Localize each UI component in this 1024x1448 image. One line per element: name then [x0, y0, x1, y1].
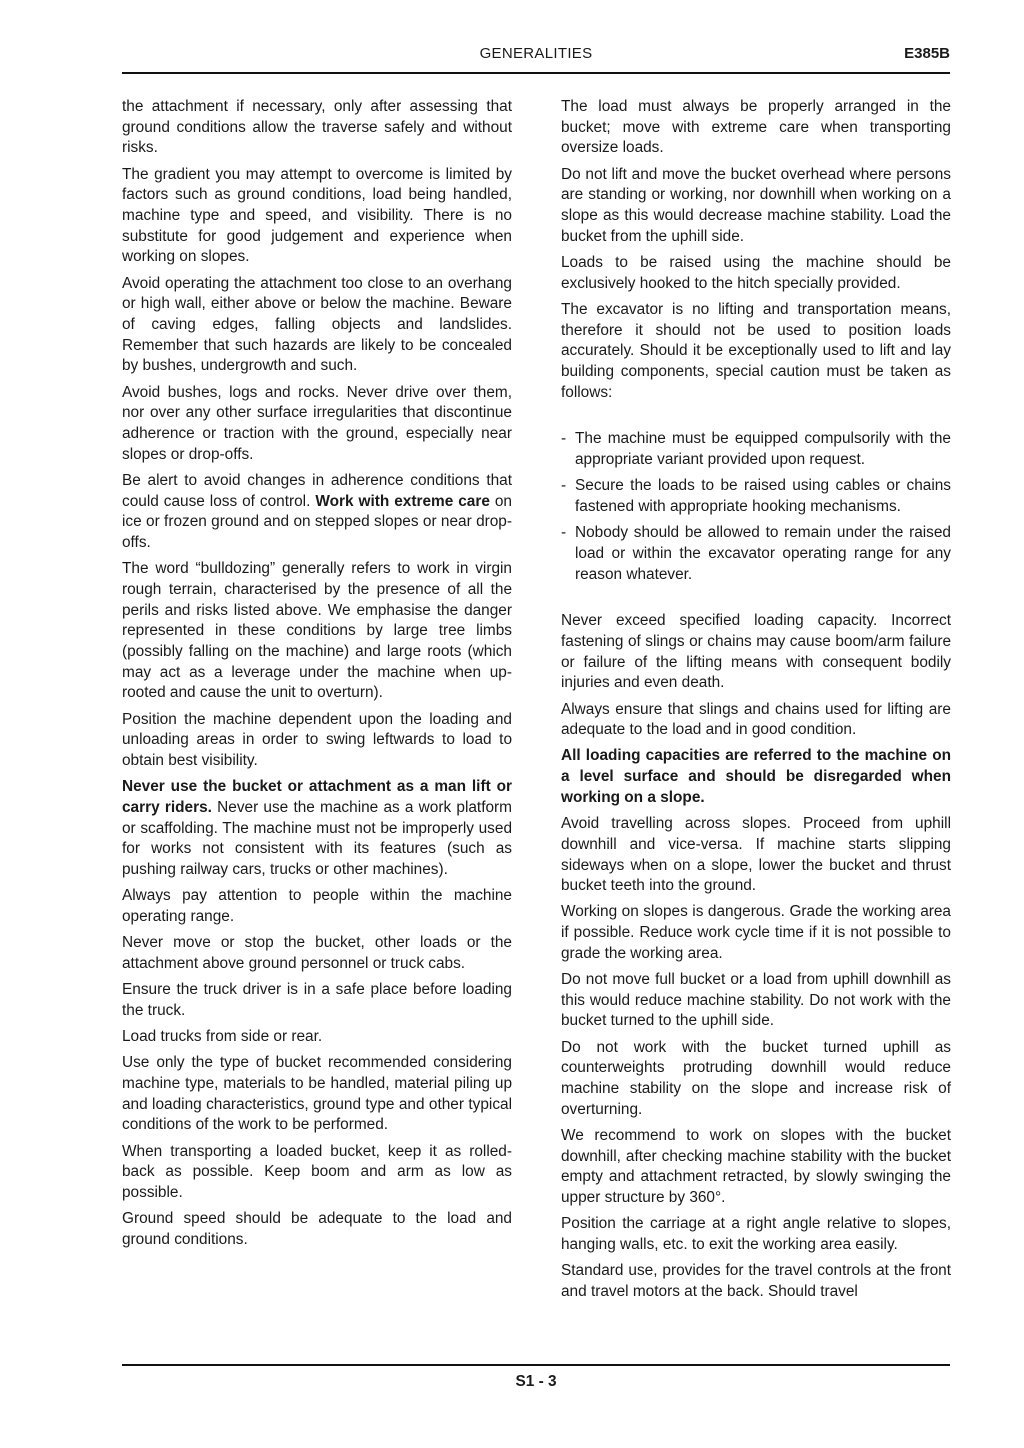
list-item-text: Nobody should be allowed to remain under the raised load or within the excavator operating range for any reason whatever.	[575, 524, 951, 583]
paragraph: Never move or stop the bucket, other loads or the attachment above ground personnel or truck cabs.	[122, 934, 512, 972]
list-item-text: The machine must be equipped compulsorily with the appropriate variant provided upon request.	[575, 430, 951, 469]
list-item-text: Secure the loads to be raised using cables or chains fastened with appropriate hooking mechanisms.	[575, 477, 951, 515]
left-column	[122, 97, 512, 1256]
paragraph: Ensure the truck driver is in a safe place before loading the truck.	[122, 981, 512, 1019]
paragraph: The excavator is no lifting and transportation means, therefore it should not be used to position loads accurately. Should it be exceptionally used to lift and lay building components, special caution must be taken as follows:	[561, 300, 951, 401]
paragraph-text: Never use the machine as a work platform or scaffolding. The machine must not be improperly used for works not consistent with its features (such as pushing railway cars, trucks or other machines).	[122, 799, 512, 879]
paragraph: Loads to be raised using the machine should be exclusively hooked to the hitch specially provided.	[561, 253, 951, 292]
precaution-list	[561, 429, 951, 585]
paragraph: Do not work with the bucket turned uphill as counterweights protruding downhill would reduce machine stability on the slope and increase risk of overturning.	[561, 1038, 951, 1118]
emphasis-text: All loading capacities are referred to the machine on a level surface and should be disregarded when working on a slope.	[561, 747, 951, 806]
paragraph: Load trucks from side or rear.	[122, 1028, 323, 1046]
paragraph: The load must always be properly arranged in the bucket; move with extreme care when transporting oversize loads.	[561, 98, 951, 157]
paragraph: We recommend to work on slopes with the bucket downhill, after checking machine stability with the bucket empty and attachment retracted, by slowly swinging the upper structure by 360°.	[561, 1126, 951, 1207]
paragraph: Always ensure that slings and chains used for lifting are adequate to the load and in good condition.	[561, 700, 951, 739]
paragraph-text: on ice or frozen ground and on stepped slopes or near drop-offs.	[122, 492, 512, 552]
list-item	[561, 523, 951, 585]
list-item	[561, 476, 951, 517]
paragraph: the attachment if necessary, only after assessing that ground conditions allow the traverse safely and without risks.	[122, 98, 512, 157]
paragraph: Ground speed should be adequate to the load and ground conditions.	[122, 1210, 512, 1248]
model-code: E385B	[904, 45, 950, 62]
page-number: S1 - 3	[515, 1373, 557, 1390]
paragraph: Do not move full bucket or a load from uphill downhill as this would reduce machine stability. Do not work with the bucket turned to the uphill side.	[561, 971, 951, 1030]
paragraph: Position the carriage at a right angle relative to slopes, hanging walls, etc. to exit the working area easily.	[561, 1215, 951, 1253]
emphasis-text: Never use the bucket or attachment as a man lift or carry riders.	[122, 778, 512, 816]
paragraph: Always pay attention to people within the machine operating range.	[122, 887, 512, 926]
emphasis-text: Work with extreme care	[315, 492, 490, 510]
paragraph	[561, 746, 951, 808]
paragraph: Position the machine dependent upon the loading and unloading areas in order to swing leftwards to load to obtain best visibility.	[122, 710, 512, 770]
paragraph: Avoid bushes, logs and rocks. Never drive over them, nor over any other surface irregularities that discontinue adherence or traction with the ground, especially near slopes or drop-offs.	[122, 383, 512, 463]
header-rule	[122, 72, 950, 74]
paragraph-text: Be alert to avoid changes in adherence conditions that could cause loss of control.	[122, 471, 512, 510]
dash-bullet-icon: -	[561, 430, 567, 448]
paragraph: Avoid operating the attachment too close to an overhang or high wall, either above or below the machine. Beware of caving edges, falling objects and landslides. Remember that such hazards are likely to be concealed by bushes, undergrowth and such.	[122, 274, 512, 375]
right-column	[561, 97, 951, 1308]
paragraph: When transporting a loaded bucket, keep it as rolled-back as possible. Keep boom and arm as low as possible.	[122, 1142, 512, 1201]
paragraph: Avoid travelling across slopes. Proceed from uphill downhill and vice-versa. If machine starts slipping sideways when on a slope, lower the bucket and thrust bucket teeth into the ground.	[561, 815, 951, 895]
paragraph: The word “bulldozing” generally refers to work in virgin rough terrain, characterised by the presence of all the perils and risks listed above. We emphasise the danger represented in these conditions by large tree limbs (possibly falling on the machine) and large roots (which may act as a leverage under the machine when up-rooted and cause the unit to overturn).	[122, 560, 512, 702]
section-title: GENERALITIES	[479, 45, 593, 62]
footer-rule	[122, 1364, 950, 1366]
paragraph: The gradient you may attempt to overcome is limited by factors such as ground conditions, load being handled, machine type and speed, and visibility. There is no substitute for good judgement and experience when working on slopes.	[122, 165, 512, 266]
dash-bullet-icon: -	[561, 524, 567, 542]
paragraph: Use only the type of bucket recommended considering machine type, materials to be handled, material piling up and loading characteristics, ground type and other typical conditions of the work to be performed.	[122, 1054, 512, 1134]
paragraph: Do not lift and move the bucket overhead where persons are standing or working, nor downhill when working on a slope as this would decrease machine stability. Load the bucket from the uphill side.	[561, 165, 951, 245]
paragraph: Working on slopes is dangerous. Grade the working area if possible. Reduce work cycle time if it is not possible to grade the working area.	[561, 903, 951, 962]
paragraph: Never exceed specified loading capacity. Incorrect fastening of slings or chains may cause boom/arm failure or failure of the lifting means with consequent bodily injuries and even death.	[561, 612, 951, 692]
paragraph	[122, 777, 512, 881]
dash-bullet-icon: -	[561, 477, 567, 495]
page-header	[122, 44, 950, 68]
paragraph	[122, 471, 512, 554]
list-item	[561, 429, 951, 470]
paragraph: Standard use, provides for the travel controls at the front and travel motors at the back. Should travel	[561, 1262, 951, 1300]
